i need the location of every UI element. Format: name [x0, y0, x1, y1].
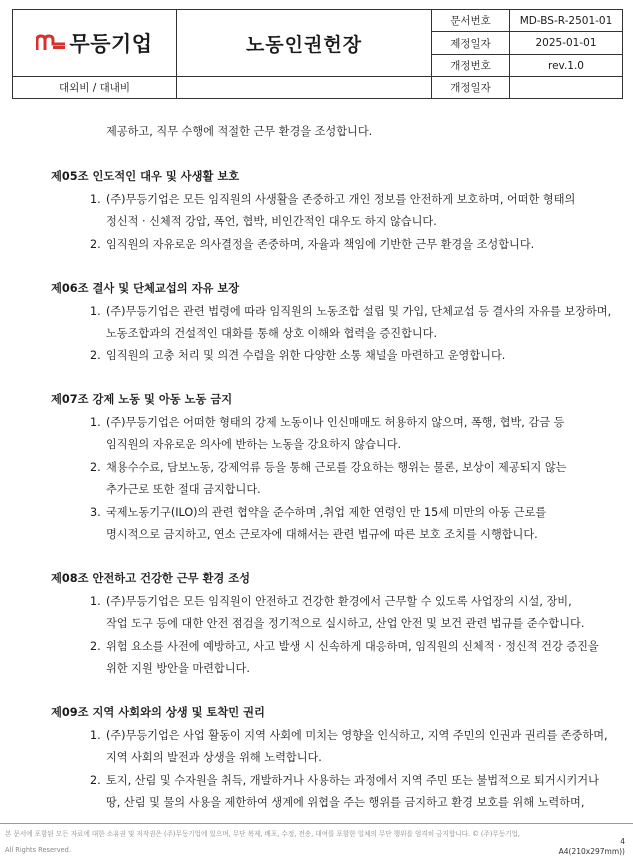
- title-spacer: [177, 77, 432, 99]
- list-item-continuation: 작업 도구 등에 대한 안전 점검을 정기적으로 실시하고, 산업 안전 및 보건 관련 법규를 준수합니다.: [106, 617, 585, 630]
- list-item-continuation: 위한 지원 방안을 마련합니다.: [106, 662, 250, 675]
- list-item: 1. (주)무등기업은 모든 임직원의 사생활을 존중하고 개인 정보를 안전하게 보호하며, 어떠한 형태의: [90, 193, 576, 206]
- list-item-continuation: 추가근로 또한 절대 금지합니다.: [106, 483, 261, 496]
- list-item: 2. 위험 요소를 사전에 예방하고, 사고 발생 시 신속하게 대응하며, 임직원의 신체적 · 정신적 건강 증진을: [90, 640, 599, 653]
- list-item-continuation: 지역 사회의 발전과 상생을 위해 노력합니다.: [106, 751, 322, 764]
- list-item: 1. (주)무등기업은 관련 법령에 따라 임직원의 노동조합 설립 및 가입, 단체교섭 등 결사의 자유를 보장하며,: [90, 305, 612, 318]
- list-item-continuation: 노동조합과의 건설적인 대화를 통해 상호 이해와 협력을 증진합니다.: [106, 327, 438, 340]
- company-logo-text: 무등기업: [69, 32, 153, 56]
- section-title-05: 제05조 인도적인 대우 및 사생활 보호: [51, 170, 240, 183]
- list-item: 2. 채용수수료, 담보노동, 강제억류 등을 통해 근로를 강요하는 행위는 물론, 보상이 제공되지 않는: [90, 461, 567, 474]
- list-item: 2. 임직원의 고충 처리 및 의견 수렴을 위한 다양한 소통 채널을 마련하고 운영합니다.: [90, 349, 506, 362]
- section-title-07: 제07조 강제 노동 및 아동 노동 금지: [51, 393, 233, 406]
- classification: 대외비 / 대내비: [13, 77, 177, 99]
- revision-number-value: rev.1.0: [510, 55, 623, 77]
- rights-reserved: All Rights Reserved.: [5, 846, 71, 854]
- company-logo-mark-icon: [36, 34, 66, 52]
- document-title: 노동인권헌장: [177, 10, 432, 77]
- list-item: 3. 국제노동기구(ILO)의 관련 협약을 준수하며 ,취업 제한 연령인 만 15세 미만의 아동 근로를: [90, 506, 547, 519]
- doc-number-label: 문서번호: [432, 10, 510, 32]
- list-item: 2. 임직원의 자유로운 의사결정을 존중하며, 자율과 책임에 기반한 근무 환경을 조성합니다.: [90, 238, 535, 251]
- list-item-continuation: 명시적으로 금지하고, 연소 근로자에 대해서는 관련 법규에 따른 보호 조치를 시행합니다.: [106, 528, 538, 541]
- enact-date-value: 2025-01-01: [510, 32, 623, 55]
- section-title-08: 제08조 안전하고 건강한 근무 환경 조성: [51, 572, 251, 585]
- enact-date-label: 제정일자: [432, 32, 510, 55]
- section-title-09: 제09조 지역 사회와의 상생 및 토착민 권리: [51, 706, 265, 719]
- lead-continuation: 제공하고, 직무 수행에 적절한 근무 환경을 조성합니다.: [106, 125, 373, 138]
- paper-size: A4(210x297mm)): [558, 847, 625, 856]
- list-item-continuation: 땅, 산림 및 물의 사용을 제한하여 생계에 위협을 주는 행위를 금지하고 환경 보호를 위해 노력하며,: [106, 796, 585, 809]
- revision-number-label: 개정번호: [432, 55, 510, 77]
- page-number: 4: [620, 837, 625, 846]
- footer-divider: [0, 823, 633, 824]
- list-item: 2. 토지, 산림 및 수자원을 취득, 개발하거나 사용하는 과정에서 지역 주민 또는 불법적으로 퇴거시키거나: [90, 774, 599, 787]
- list-item-continuation: 정신적 · 신체적 강압, 폭언, 협박, 비인간적인 대우도 하지 않습니다.: [106, 215, 437, 228]
- list-item: 1. (주)무등기업은 어떠한 형태의 강제 노동이나 인신매매도 허용하지 않으며, 폭행, 협박, 감금 등: [90, 416, 565, 429]
- company-logo: [13, 10, 177, 77]
- copyright-notice: 본 문서에 포함된 모든 자료에 대한 소유권 및 저작권은 (주)무등기업에 있으며, 무단 복제, 배포, 수정, 전송, 대여를 포함한 일체의 무단 행위를 엄격히 금지합니다. © (주)무등기업,: [5, 830, 520, 838]
- list-item: 1. (주)무등기업은 사업 활동이 지역 사회에 미치는 영향을 인식하고, 지역 주민의 인권과 권리를 존중하며,: [90, 729, 608, 742]
- document-header: [12, 9, 623, 99]
- revision-date-label: 개정일자: [432, 77, 510, 99]
- list-item-continuation: 임직원의 자유로운 의사에 반하는 노동을 강요하지 않습니다.: [106, 438, 402, 451]
- doc-number-value: MD-BS-R-2501-01: [510, 10, 623, 32]
- revision-date-value: [510, 77, 623, 99]
- list-item: 1. (주)무등기업은 모든 임직원이 안전하고 건강한 환경에서 근무할 수 있도록 사업장의 시설, 장비,: [90, 595, 572, 608]
- section-title-06: 제06조 결사 및 단체교섭의 자유 보장: [51, 282, 240, 295]
